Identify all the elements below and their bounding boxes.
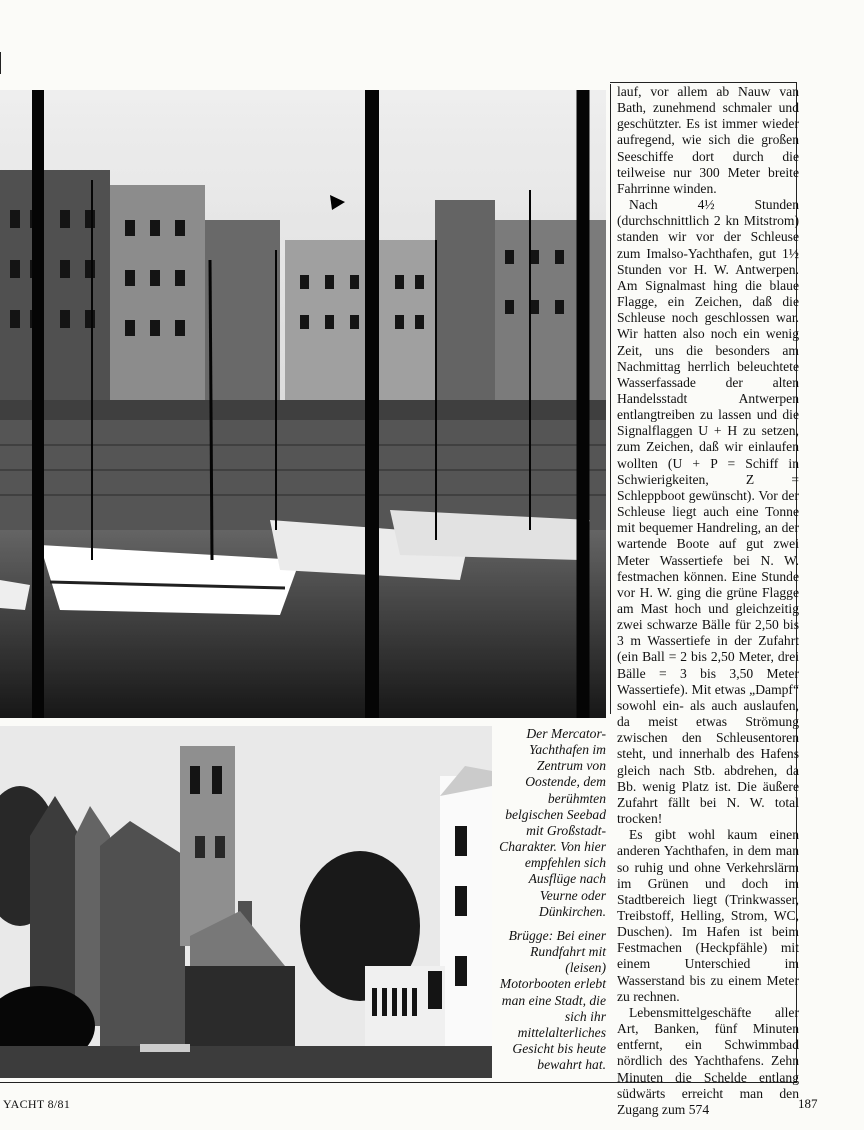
canal-photo-brugge (0, 726, 492, 1078)
article-paragraph: Es gibt wohl kaum einen anderen Yachthafen, in dem man so ruhig und ohne Verkehrslärm im Grünen und doch im Stadtbereich liegt (Trinkwasser, Treibstoff, Helling, Strom, WC, Duschen). Im Hafen ist beim Festmachen (Heckpfähle) mit einem Unterschied im Wasserstand bis zu einem Meter zu rechnen. (617, 827, 799, 1004)
caption-brugge: Brügge: Bei einer Rundfahrt mit (leisen) Motorbooten erlebt man eine Stadt, die sich ihr mittelalterliches Gesicht bis heute bewahrt hat. (499, 927, 606, 1073)
harbor-photo-ostende (0, 90, 606, 718)
article-column (617, 84, 799, 1118)
caption-ostende: Der Mercator-Yachthafen im Zentrum von Oostende, dem berühmten belgischen Seebad mit Großstadt-Charakter. Von hier empfehlen sich Ausflüge nach Veurne oder Dünkirchen. (499, 726, 606, 919)
left-edge-mark (0, 52, 1, 74)
article-paragraph: lauf, vor allem ab Nauw van Bath, zunehmend schmaler und geschützter. Es ist immer wieder aufregend, wie sich die großen Seeschiffe dort durch die teilweise nur 300 Meter breite Fahrrinne winden. (617, 84, 799, 196)
article-paragraph: Nach 4½ Stunden (durchschnittlich 2 kn Mitstrom) standen wir vor der Schleuse zum Imalso-Yachthafen, gut 1½ Stunden vor H. W. Antwerpen. Am Signalmast hing die blaue Flagge, ein Zeichen, daß die Schleuse noch geschlossen war. Wir hatten also noch ein wenig Zeit, uns die besonders am Nachmittag herrlich beleuchtete Wasserfassade der alten Handelsstadt Antwerpen entlangtreiben zu lassen und die Signalflaggen U + H zu setzen, zum Zeichen, daß wir einlaufen wollten (U + P = Schiff in Schwierigkeiten, Z = Schleppboot gewünscht). Vor der Schleuse liegt auch eine Tonne mit bequemer Handreling, an der wartende Boote auf gut zwei Meter Wassertiefe bei N. W. festmachen können. Eine Stunde vor H. W. ging die grüne Flagge am Mast hoch und gleichzeitig zwei schwarze Bälle für 2,50 bis 3 m Wassertiefe in der Zufahrt (ein Ball = 2 bis 2,50 Meter, drei Bälle = 3 bis 3,50 Meter Wassertiefe). Mit etwas „Dampf“ sowohl ein- als auch auslaufen, da meist etwas Strömung zwischen den Schleusentoren steht, und innerhalb des Hafens gleich nach Stb. abdrehen, da Bb. wenig Platz ist. Die äußere Zufahrt fällt bei N. W. total trocken! (617, 197, 799, 827)
top-rule (610, 82, 796, 83)
magazine-issue: YACHT 8/81 (3, 1097, 71, 1111)
photo-captions (494, 726, 606, 1081)
page-number: 187 (798, 1096, 818, 1111)
article-paragraph: Lebensmittelgeschäfte aller Art, Banken, fünf Minuten entfernt, ein Schwimmbad nördlich des Yachthafens. Zehn Minuten die Schelde entlang südwärts erreicht man den Zugang zum 574 (617, 1004, 799, 1117)
column-rule (610, 84, 611, 714)
